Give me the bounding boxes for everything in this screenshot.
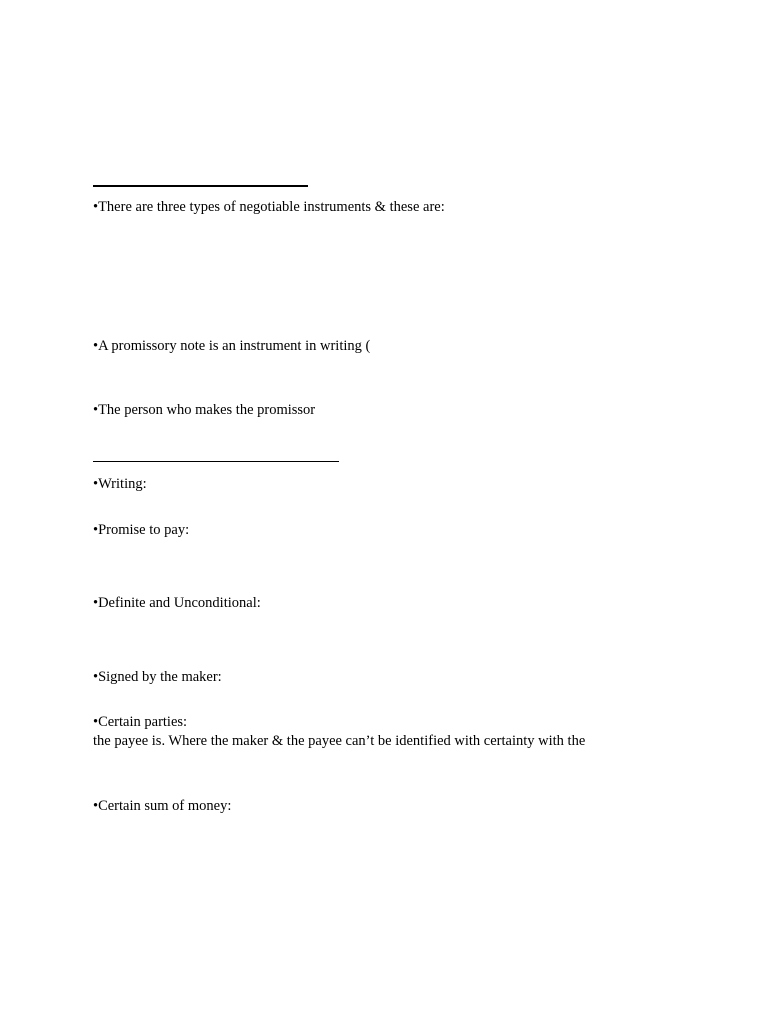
heading-underline: [93, 185, 308, 187]
bullet-writing: •Writing:: [93, 476, 147, 492]
bullet-promise-to-pay: •Promise to pay:: [93, 522, 190, 538]
bullet-signed-by-maker: •Signed by the maker:: [93, 669, 222, 685]
bullet-certain-sum: •Certain sum of money:: [93, 798, 232, 814]
bullet-promissory-note-definition: •A promissory note is an instrument in writing (: [93, 338, 371, 354]
certain-parties-text: the payee is. Where the maker & the payee can’t be identified with certainty with the: [93, 733, 586, 749]
section-underline: [93, 461, 339, 462]
bullet-promissor: •The person who makes the promissor: [93, 402, 316, 418]
bullet-types-of-instruments: •There are three types of negotiable instruments & these are:: [93, 199, 445, 215]
bullet-definite-unconditional: •Definite and Unconditional:: [93, 595, 261, 611]
bullet-certain-parties: •Certain parties:: [93, 714, 188, 730]
